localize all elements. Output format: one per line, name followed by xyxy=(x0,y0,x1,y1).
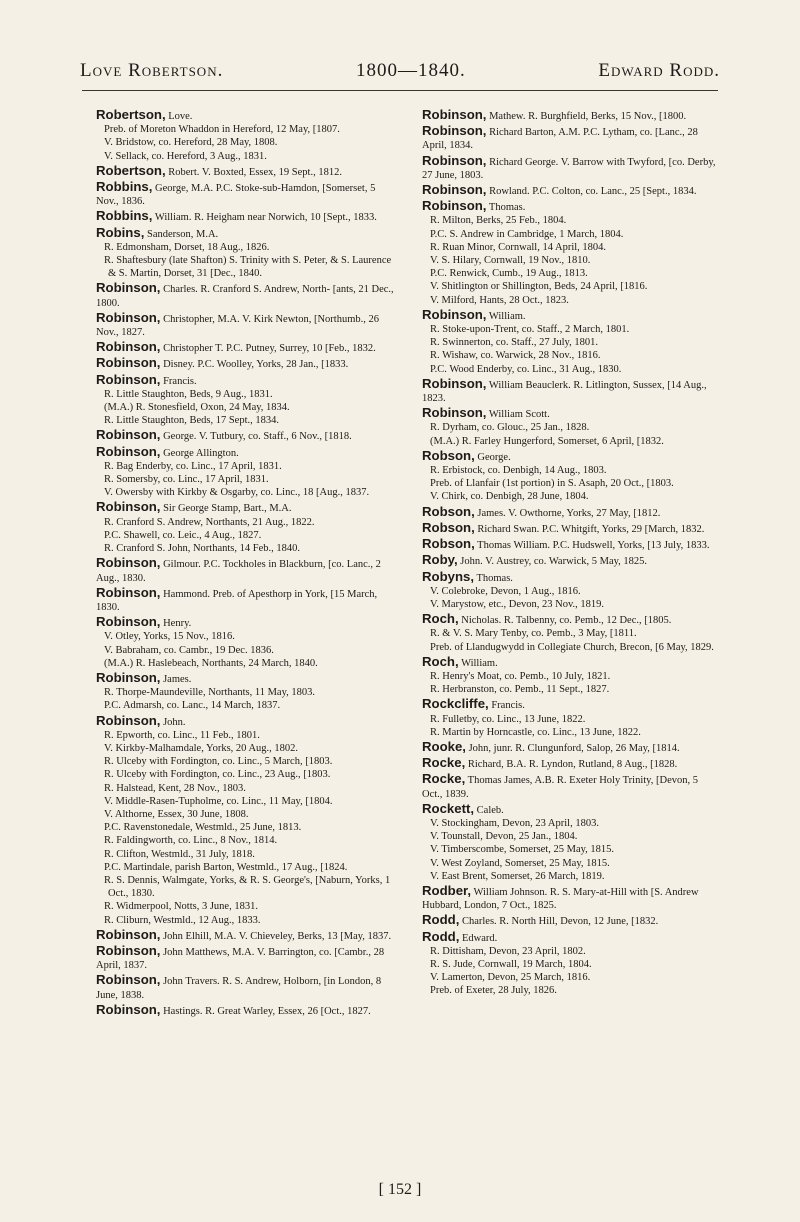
appointment-line: Preb. of Llandugwydd in Collegiate Church, Brecon, [6 May, 1829. xyxy=(430,641,714,653)
entry-text: Henry. xyxy=(160,618,192,630)
entry-text: Charles. R. Cranford S. Andrew, North- [ants, 21 Dec., 1800. xyxy=(96,284,394,309)
entry-head xyxy=(96,281,394,309)
appointment-line: R. Swinnerton, co. Staff., 27 July, 1801. xyxy=(430,337,598,349)
entry-text: Thomas James, A.B. R. Exeter Holy Trinity, [Devon, 5 Oct., 1839. xyxy=(422,775,698,800)
appointment-line: V. Bridstow, co. Hereford, 28 May, 1808. xyxy=(104,137,278,149)
entry-name: Robbins, xyxy=(96,179,153,195)
entry-head xyxy=(96,1003,394,1018)
entry-name: Robertson, xyxy=(96,162,166,178)
entry-name: Rodd, xyxy=(422,928,460,944)
entry-text: Nicholas. R. Talbenny, co. Pemb., 12 Dec., [1805. xyxy=(458,615,672,627)
appointment-line: P.C. Ravenstonedale, Westmld., 25 June, 1813. xyxy=(104,822,302,834)
entry-name: Robson, xyxy=(422,519,475,535)
entry-head xyxy=(96,164,394,179)
entry-head xyxy=(96,556,394,584)
appointment-line: V. Sellack, co. Hereford, 3 Aug., 1831. xyxy=(104,150,267,162)
entry-head xyxy=(422,183,720,198)
entry-text: William Johnson. R. S. Mary-at-Hill with [S. Andrew Hubbard, London, 7 Oct., 1825. xyxy=(422,886,699,912)
entry xyxy=(422,124,720,152)
appointment-line: V. Colebroke, Devon, 1 Aug., 1816. xyxy=(430,585,581,597)
entry-name: Robinson, xyxy=(96,443,161,459)
entry-name: Robinson, xyxy=(96,972,161,988)
appointment-line: R. Edmonsham, Dorset, 18 Aug., 1826. xyxy=(104,241,270,253)
entry-name: Robinson, xyxy=(96,614,161,630)
header-rule xyxy=(82,90,718,91)
entry xyxy=(422,449,720,504)
entry-name: Robinson, xyxy=(96,926,161,942)
entry-text: George. xyxy=(474,451,511,463)
entry-head xyxy=(96,373,394,388)
entry-head xyxy=(96,226,394,241)
entry-text: John Elhill, M.A. V. Chieveley, Berks, 13 [May, 1837. xyxy=(160,930,392,942)
entry-text: Hammond. Preb. of Apesthorp in York, [15 March, 1830. xyxy=(96,588,378,613)
entry xyxy=(422,521,720,536)
entry-text: Richard George. V. Barrow with Twyford, [co. Derby, 27 June, 1803. xyxy=(422,156,716,181)
entry-head xyxy=(96,944,394,972)
entry xyxy=(422,308,720,376)
entry xyxy=(96,973,394,1001)
entry-name: Rockcliffe, xyxy=(422,696,489,712)
entry-head xyxy=(96,586,394,614)
entry xyxy=(422,697,720,739)
entry-text: Rowland. P.C. Colton, co. Lanc., 25 [Sept., 1834. xyxy=(486,186,697,198)
appointment-line: R. Martin by Horncastle, co. Linc., 13 June, 1822. xyxy=(430,726,641,738)
entry-head xyxy=(422,124,720,152)
entry-head xyxy=(422,655,720,670)
entry-text: Francis. xyxy=(160,375,197,387)
entry-name: Robinson, xyxy=(422,405,487,421)
entry-head xyxy=(422,697,720,712)
entry-name: Robyns, xyxy=(422,568,475,584)
appointment-line: V. Althorne, Essex, 30 June, 1808. xyxy=(104,808,249,820)
entry-head xyxy=(422,884,720,912)
entry-text: Charles. R. North Hill, Devon, 12 June, [1832. xyxy=(459,916,659,928)
entry-text: Disney. P.C. Woolley, Yorks, 28 Jan., [1833. xyxy=(160,359,349,371)
entry-head xyxy=(422,449,720,464)
appointment-line: Preb. of Moreton Whaddon in Hereford, 12 May, [1807. xyxy=(104,124,340,136)
appointment-line: V. Milford, Hants, 28 Oct., 1823. xyxy=(430,294,569,306)
appointment-line: R. Cranford S. Andrew, Northants, 21 Aug., 1822. xyxy=(104,516,315,528)
appointment-line: P.C. S. Andrew in Cambridge, 1 March, 1804. xyxy=(430,228,624,240)
entry-name: Robinson, xyxy=(96,1001,161,1017)
entry-head xyxy=(422,308,720,323)
entry-text: Thomas. xyxy=(474,572,513,584)
entry-head xyxy=(422,802,720,817)
entry xyxy=(96,180,394,208)
entry xyxy=(96,311,394,339)
entry-name: Robinson, xyxy=(422,152,487,168)
entry xyxy=(422,884,720,912)
appointment-line: R. Clifton, Westmld., 31 July, 1818. xyxy=(104,848,255,860)
entry-text: William. xyxy=(458,657,498,669)
entry-name: Robinson, xyxy=(422,182,487,198)
appointment-line: R. Halstead, Kent, 28 Nov., 1803. xyxy=(104,782,246,794)
appointment-line: R. Cliburn, Westmld., 12 Aug., 1833. xyxy=(104,914,261,926)
entry-name: Robinson, xyxy=(96,584,161,600)
appointment-line: V. East Brent, Somerset, 26 March, 1819. xyxy=(430,870,605,882)
entry-text: Love. xyxy=(165,111,193,122)
entry-text: William. xyxy=(486,310,526,322)
appointment-line: R. Milton, Berks, 25 Feb., 1804. xyxy=(430,215,567,227)
appointment-line: V. Middle-Rasen-Tupholme, co. Linc., 11 May, [1804. xyxy=(104,795,333,807)
entry-head xyxy=(422,756,720,771)
appointment-line: P.C. Shawell, co. Leic., 4 Aug., 1827. xyxy=(104,529,262,541)
header-center: 1800—1840. xyxy=(355,60,466,81)
entry xyxy=(422,154,720,182)
appointment-line: R. Shaftesbury (late Shafton) S. Trinity with S. Peter, & S. Laurence & S. Martin, Dorset, 31 [Dec., 1840. xyxy=(104,255,392,280)
entry xyxy=(422,505,720,520)
appointment-line: V. Shitlington or Shillington, Beds, 24 April, [1816. xyxy=(430,281,648,293)
right-column xyxy=(422,108,720,1173)
entry xyxy=(96,714,394,927)
entry-head xyxy=(96,714,394,729)
entry xyxy=(96,944,394,972)
entry-text: Richard Swan. P.C. Whitgift, Yorks, 29 [March, 1832. xyxy=(474,523,705,535)
appointment-line: P.C. Admarsh, co. Lanc., 14 March, 1837. xyxy=(104,700,281,712)
appointment-line: R. Henry's Moat, co. Pemb., 10 July, 1821. xyxy=(430,670,611,682)
appointment-line: P.C. Renwick, Cumb., 19 Aug., 1813. xyxy=(430,268,588,280)
entry-text: Edward. xyxy=(459,932,498,944)
entry xyxy=(422,612,720,654)
entry-text: John. V. Austrey, co. Warwick, 5 May, 1825. xyxy=(457,556,648,568)
appointment-line: R. Faldingworth, co. Linc., 8 Nov., 1814. xyxy=(104,835,278,847)
header-right: Edward Rodd. xyxy=(598,60,720,81)
entry-head xyxy=(96,445,394,460)
entry xyxy=(422,740,720,755)
entry-name: Rodd, xyxy=(422,912,460,928)
appointment-line: R. Dyrham, co. Glouc., 25 Jan., 1828. xyxy=(430,422,590,434)
entry xyxy=(96,615,394,670)
entry-text: Thomas William. P.C. Hudswell, Yorks, [13 July, 1833. xyxy=(474,540,710,552)
entry xyxy=(96,556,394,584)
appointment-line: R. & V. S. Mary Tenby, co. Pemb., 3 May, [1811. xyxy=(430,628,637,640)
entry xyxy=(422,930,720,998)
appointment-line: R. Little Staughton, Beds, 17 Sept., 1834. xyxy=(104,415,279,427)
entry-text: John, junr. R. Clungunford, Salop, 26 May, [1814. xyxy=(465,742,680,754)
entry-name: Robinson, xyxy=(422,306,487,322)
appointment-line: V. Stockingham, Devon, 23 April, 1803. xyxy=(430,817,599,829)
appointment-line: R. Widmerpool, Notts, 3 June, 1831. xyxy=(104,901,258,913)
entry-head xyxy=(96,108,394,123)
entry-name: Robson, xyxy=(422,447,475,463)
entry xyxy=(96,445,394,500)
entry-head xyxy=(96,973,394,1001)
entry-head xyxy=(96,928,394,943)
appointment-line: V. Lamerton, Devon, 25 March, 1816. xyxy=(430,972,591,984)
entry-text: George. V. Tutbury, co. Staff., 6 Nov., [1818. xyxy=(160,431,352,443)
entry-name: Rodber, xyxy=(422,882,472,898)
entry-text: Robert. V. Boxted, Essex, 19 Sept., 1812. xyxy=(165,166,342,178)
entry-name: Roch, xyxy=(422,611,459,627)
entry-head xyxy=(96,615,394,630)
appointment-line: P.C. Martindale, parish Barton, Westmld., 17 Aug., [1824. xyxy=(104,861,348,873)
entry-text: Hastings. R. Great Warley, Essex, 26 [Oct., 1827. xyxy=(160,1005,371,1017)
entry-head xyxy=(422,199,720,214)
entry-head xyxy=(422,930,720,945)
entry xyxy=(422,756,720,771)
entry-head xyxy=(422,521,720,536)
appointment-line: (M.A.) R. Stonesfield, Oxon, 24 May, 1834. xyxy=(104,402,290,414)
entry-head xyxy=(96,180,394,208)
entry-head xyxy=(422,772,720,800)
entry-head xyxy=(422,740,720,755)
entry-name: Robinson, xyxy=(96,555,161,571)
entry xyxy=(96,1003,394,1018)
entry-text: Christopher, M.A. V. Kirk Newton, [Northumb., 26 Nov., 1827. xyxy=(96,313,379,339)
entry-text: John Matthews, M.A. V. Barrington, co. [Cambr., 28 April, 1837. xyxy=(96,946,385,972)
entry-text: Caleb. xyxy=(474,804,504,816)
entry-head xyxy=(422,612,720,627)
appointment-line: V. S. Hilary, Cornwall, 19 Nov., 1810. xyxy=(430,255,591,267)
entry xyxy=(96,356,394,371)
entry-head xyxy=(422,537,720,552)
entry-name: Robinson, xyxy=(96,371,161,387)
entry-name: Robertson, xyxy=(96,108,166,122)
entry-text: Thomas. xyxy=(486,202,526,214)
entry xyxy=(422,377,720,405)
entry-head xyxy=(422,505,720,520)
appointment-line: R. Thorpe-Maundeville, Northants, 11 May, 1803. xyxy=(104,687,316,699)
entry xyxy=(422,183,720,198)
running-header xyxy=(80,60,720,86)
appointment-line: V. Marystow, etc., Devon, 23 Nov., 1819. xyxy=(430,598,605,610)
appointment-line: R. S. Jude, Cornwall, 19 March, 1804. xyxy=(430,958,592,970)
entry-text: Sanderson, M.A. xyxy=(144,228,219,240)
entry xyxy=(96,209,394,224)
entry-name: Robinson, xyxy=(96,355,161,371)
entry-name: Robinson, xyxy=(96,942,161,958)
entry-name: Robinson, xyxy=(422,123,487,139)
entry-head xyxy=(422,154,720,182)
entry-name: Robinson, xyxy=(422,375,487,391)
entry xyxy=(422,913,720,928)
entry-name: Robinson, xyxy=(96,339,161,355)
entry-text: George, M.A. P.C. Stoke-sub-Hamdon, [Somerset, 5 Nov., 1836. xyxy=(96,183,376,208)
entry-name: Robinson, xyxy=(96,712,161,728)
entry-head xyxy=(96,340,394,355)
entry-head xyxy=(422,406,720,421)
entry-name: Robson, xyxy=(422,503,475,519)
appointment-line: R. Cranford S. John, Northants, 14 Feb., 1840. xyxy=(104,543,300,555)
entry xyxy=(96,164,394,179)
entry xyxy=(96,428,394,443)
entry-name: Robson, xyxy=(422,536,475,552)
appointment-line: R. Stoke-upon-Trent, co. Staff., 2 March, 1801. xyxy=(430,324,630,336)
entry-text: Richard Barton, A.M. P.C. Lytham, co. [Lanc., 28 April, 1834. xyxy=(422,127,698,152)
entry-head xyxy=(422,108,720,123)
entry-head xyxy=(422,913,720,928)
entry xyxy=(96,373,394,428)
appointment-line: R. Erbistock, co. Denbigh, 14 Aug., 1803. xyxy=(430,465,607,477)
entry-head xyxy=(422,377,720,405)
entry-text: John. xyxy=(160,716,186,728)
appointment-line: V. Babraham, co. Cambr., 19 Dec. 1836. xyxy=(104,644,274,656)
appointment-line: V. West Zoyland, Somerset, 25 May, 1815. xyxy=(430,857,610,869)
appointment-line: V. Tounstall, Devon, 25 Jan., 1804. xyxy=(430,831,578,843)
entry-head xyxy=(96,671,394,686)
entry-name: Robinson, xyxy=(96,427,161,443)
appointment-line: V. Kirkby-Malhamdale, Yorks, 20 Aug., 1802. xyxy=(104,742,299,754)
entry xyxy=(96,281,394,309)
entry xyxy=(422,537,720,552)
appointment-line: V. Owersby with Kirkby & Osgarby, co. Linc., 18 [Aug., 1837. xyxy=(104,487,370,499)
entry-text: William Scott. xyxy=(486,409,550,421)
entry-name: Robinson, xyxy=(422,198,487,214)
page-number: [ 152 ] xyxy=(378,1181,422,1198)
entry-head xyxy=(96,209,394,224)
entry-head xyxy=(96,500,394,515)
appointment-line: Preb. of Llanfair (1st portion) in S. Asaph, 20 Oct., [1803. xyxy=(430,478,674,490)
entry-name: Rooke, xyxy=(422,738,466,754)
entry xyxy=(422,108,720,123)
entry-name: Rockett, xyxy=(422,800,475,816)
entry-text: Richard, B.A. R. Lyndon, Rutland, 8 Aug., [1828. xyxy=(465,759,678,771)
entry-name: Roch, xyxy=(422,653,459,669)
entry-name: Rocke, xyxy=(422,755,466,771)
entry-text: James. xyxy=(160,673,192,685)
appointment-line: R. Epworth, co. Linc., 11 Feb., 1801. xyxy=(104,729,260,741)
appointment-line: Preb. of Exeter, 28 July, 1826. xyxy=(430,985,557,997)
entry-name: Roby, xyxy=(422,552,458,568)
entry xyxy=(422,553,720,568)
entry-name: Robbins, xyxy=(96,208,153,224)
entry xyxy=(96,108,394,163)
appointment-line: V. Otley, Yorks, 15 Nov., 1816. xyxy=(104,631,235,643)
entry-name: Robinson, xyxy=(96,499,161,515)
entry-head xyxy=(96,428,394,443)
entry xyxy=(96,226,394,281)
entry-name: Robinson, xyxy=(96,669,161,685)
entry-head xyxy=(96,356,394,371)
left-column xyxy=(96,108,394,1173)
entry xyxy=(422,802,720,883)
entry-name: Robinson, xyxy=(422,108,487,122)
entry xyxy=(422,406,720,448)
entry-head xyxy=(422,553,720,568)
entry-name: Robinson, xyxy=(96,280,161,296)
entry xyxy=(422,655,720,697)
entry-head xyxy=(96,311,394,339)
entry xyxy=(96,500,394,555)
appointment-line: R. Little Staughton, Beds, 9 Aug., 1831. xyxy=(104,388,273,400)
entry-text: William. R. Heigham near Norwich, 10 [Sept., 1833. xyxy=(152,212,377,224)
appointment-line: R. Wishaw, co. Warwick, 28 Nov., 1816. xyxy=(430,350,601,362)
entry-text: Christopher T. P.C. Putney, Surrey, 10 [Feb., 1832. xyxy=(160,343,376,355)
appointment-line: V. Chirk, co. Denbigh, 28 June, 1804. xyxy=(430,491,589,503)
entry-name: Rocke, xyxy=(422,771,466,787)
entry xyxy=(96,340,394,355)
entry xyxy=(96,586,394,614)
appointment-line: R. Dittisham, Devon, 23 April, 1802. xyxy=(430,945,586,957)
appointment-line: P.C. Wood Enderby, co. Linc., 31 Aug., 1830. xyxy=(430,363,622,375)
entry-columns xyxy=(96,108,720,1173)
appointment-line: R. Fulletby, co. Linc., 13 June, 1822. xyxy=(430,713,586,725)
entry xyxy=(96,671,394,713)
entry-text: Sir George Stamp, Bart., M.A. xyxy=(160,503,292,515)
appointment-line: V. Timberscombe, Somerset, 25 May, 1815. xyxy=(430,844,615,856)
entry-head xyxy=(422,570,720,585)
appointment-line: R. Ulceby with Fordington, co. Linc., 23 Aug., [1803. xyxy=(104,769,331,781)
appointment-line: (M.A.) R. Farley Hungerford, Somerset, 6 April, [1832. xyxy=(430,435,664,447)
entry-name: Robins, xyxy=(96,224,145,240)
appointment-line: R. Somersby, co. Linc., 17 April, 1831. xyxy=(104,474,269,486)
header-left: Love Robertson. xyxy=(80,60,224,81)
entry-text: John Travers. R. S. Andrew, Holborn, [in London, 8 June, 1838. xyxy=(96,976,382,1001)
entry-text: Francis. xyxy=(488,700,525,712)
appointment-line: R. Herbranston, co. Pemb., 11 Sept., 1827. xyxy=(430,684,610,696)
entry-name: Robinson, xyxy=(96,309,161,325)
entry xyxy=(422,199,720,307)
entry-text: Mathew. R. Burghfield, Berks, 15 Nov., [1800. xyxy=(486,111,687,122)
entry xyxy=(422,570,720,612)
appointment-line: R. Bag Enderby, co. Linc., 17 April, 1831. xyxy=(104,460,282,472)
entry-text: William Beauclerk. R. Litlington, Sussex, [14 Aug., 1823. xyxy=(422,379,707,405)
appointment-line: R. Ruan Minor, Cornwall, 14 April, 1804. xyxy=(430,241,607,253)
appointment-line: R. Ulceby with Fordington, co. Linc., 5 March, [1803. xyxy=(104,756,333,768)
entry-text: George Allington. xyxy=(160,447,239,459)
entry xyxy=(96,928,394,943)
entry-text: James. V. Owthorne, Yorks, 27 May, [1812. xyxy=(474,507,661,519)
entry-text: Gilmour. P.C. Tockholes in Blackburn, [co. Lanc., 2 Aug., 1830. xyxy=(96,559,381,584)
appointment-line: (M.A.) R. Haslebeach, Northants, 24 March, 1840. xyxy=(104,657,318,669)
appointment-line: R. S. Dennis, Walmgate, Yorks, & R. S. George's, [Naburn, Yorks, 1 Oct., 1830. xyxy=(104,874,391,900)
entry xyxy=(422,772,720,800)
